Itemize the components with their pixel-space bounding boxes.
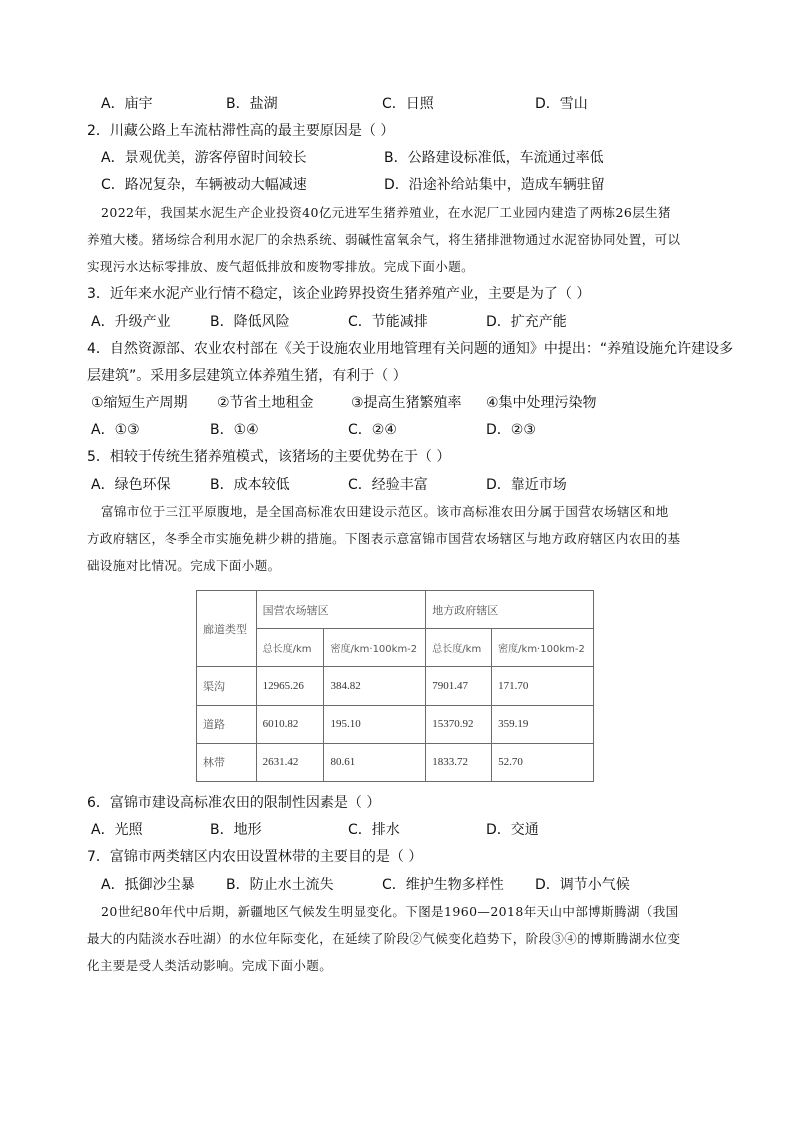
q6-option-b[interactable]: B．地形 xyxy=(210,822,262,838)
table-col-density: 密度/km·100km-2 xyxy=(324,629,426,667)
table-cell: 171.70 xyxy=(492,667,594,705)
table-row xyxy=(197,667,594,705)
table-cell: 195.10 xyxy=(324,705,426,743)
q5-option-a[interactable]: A．绿色环保 xyxy=(91,477,171,493)
q1-option-d[interactable]: D．雪山 xyxy=(535,96,588,112)
passage3-line-1: 20世纪80年代中后期，新疆地区气候发生明显变化。下图是1960—2018年天山中部博斯腾湖（我国 xyxy=(101,904,679,919)
q4-option-b[interactable]: B．①④ xyxy=(210,422,259,438)
table-cell: 渠沟 xyxy=(197,667,257,705)
table-row xyxy=(197,743,594,781)
table-cell: 1833.72 xyxy=(426,743,492,781)
q4-item-2: ②节省土地租金 xyxy=(217,395,314,411)
table-cell: 6010.82 xyxy=(256,705,324,743)
q6-option-c[interactable]: C．排水 xyxy=(348,822,400,838)
q4-option-a[interactable]: A．①③ xyxy=(91,422,140,438)
table-group-state-farm: 国营农场辖区 xyxy=(256,591,426,629)
q2-stem: 2．川藏公路上车流枯滞性高的最主要原因是（ ） xyxy=(87,123,395,139)
table-cell: 道路 xyxy=(197,705,257,743)
passage2-line-3: 础设施对比情况。完成下面小题。 xyxy=(87,558,281,573)
q7-option-b[interactable]: B．防止水土流失 xyxy=(226,877,334,893)
table-cell: 7901.47 xyxy=(426,667,492,705)
table-corner-cell: 廊道类型 xyxy=(197,591,257,667)
table-cell: 15370.92 xyxy=(426,705,492,743)
q5-option-c[interactable]: C．经验丰富 xyxy=(348,477,428,493)
passage1-line-1: 2022年，我国某水泥生产企业投资40亿元进军生猪养殖业，在水泥厂工业园内建造了两栋26层生猪 xyxy=(101,205,671,220)
q2-option-c[interactable]: C．路况复杂，车辆被动大幅减速 xyxy=(101,177,307,193)
q3-option-a[interactable]: A．升级产业 xyxy=(91,314,171,330)
table-cell: 359.19 xyxy=(492,705,594,743)
table-cell: 384.82 xyxy=(324,667,426,705)
q3-option-d[interactable]: D．扩充产能 xyxy=(486,314,567,330)
table-cell: 52.70 xyxy=(492,743,594,781)
q4-item-3: ③提高生猪繁殖率 xyxy=(351,395,462,411)
passage2-line-2: 方政府辖区，冬季全市实施免耕少耕的措施。下图表示意富锦市国营农场辖区与地方政府辖区内农田的基 xyxy=(87,531,681,546)
q6-stem: 6．富锦市建设高标准农田的限制性因素是（ ） xyxy=(87,795,381,811)
q4-stem-line-2: 层建筑”。采用多层建筑立体养殖生猪，有利于（ ） xyxy=(87,368,407,384)
passage3-line-3: 化主要是受人类活动影响。完成下面小题。 xyxy=(87,958,333,973)
q3-option-b[interactable]: B．降低风险 xyxy=(210,314,290,330)
q5-option-d[interactable]: D．靠近市场 xyxy=(486,477,567,493)
q3-stem: 3．近年来水泥产业行情不稳定，该企业跨界投资生猪养殖产业，主要是为了（ ） xyxy=(87,286,591,302)
table-col-density: 密度/km·100km-2 xyxy=(492,629,594,667)
q7-option-c[interactable]: C．维护生物多样性 xyxy=(382,877,504,893)
table-cell: 2631.42 xyxy=(256,743,324,781)
table-col-length: 总长度/km xyxy=(256,629,324,667)
q1-option-b[interactable]: B．盐湖 xyxy=(226,96,278,112)
q6-option-d[interactable]: D．交通 xyxy=(486,822,539,838)
q4-item-4: ④集中处理污染物 xyxy=(486,395,597,411)
table-cell: 12965.26 xyxy=(256,667,324,705)
q4-stem-line-1: 4．自然资源部、农业农村部在《关于设施农业用地管理有关问题的通知》中提出：“养殖设施允许建设多 xyxy=(87,341,734,357)
q2-option-b[interactable]: B．公路建设标准低，车流通过率低 xyxy=(384,150,604,166)
table-group-local-gov: 地方政府辖区 xyxy=(426,591,594,629)
q6-option-a[interactable]: A．光照 xyxy=(91,822,143,838)
q7-option-a[interactable]: A．抵御沙尘暴 xyxy=(101,877,195,893)
q4-option-d[interactable]: D．②③ xyxy=(486,422,536,438)
q4-item-1: ①缩短生产周期 xyxy=(91,395,188,411)
q2-option-d[interactable]: D．沿途补给站集中，造成车辆驻留 xyxy=(384,177,605,193)
q1-option-c[interactable]: C．日照 xyxy=(382,96,434,112)
q7-stem: 7．富锦市两类辖区内农田设置林带的主要目的是（ ） xyxy=(87,849,423,865)
passage1-line-3: 实现污水达标零排放、废气超低排放和废物零排放。完成下面小题。 xyxy=(87,259,475,274)
table-cell: 林带 xyxy=(197,743,257,781)
q5-option-b[interactable]: B．成本较低 xyxy=(210,477,290,493)
q3-option-c[interactable]: C．节能减排 xyxy=(348,314,428,330)
q7-option-d[interactable]: D．调节小气候 xyxy=(535,877,630,893)
table-col-length: 总长度/km xyxy=(426,629,492,667)
q5-stem: 5．相较于传统生猪养殖模式，该猪场的主要优势在于（ ） xyxy=(87,449,451,465)
q2-option-a[interactable]: A．景观优美，游客停留时间较长 xyxy=(101,150,307,166)
q4-option-c[interactable]: C．②④ xyxy=(348,422,397,438)
table-row xyxy=(197,705,594,743)
table-cell: 80.61 xyxy=(324,743,426,781)
passage2-line-1: 富锦市位于三江平原腹地，是全国高标准农田建设示范区。该市高标准农田分属于国营农场辖区和地 xyxy=(101,504,669,519)
passage1-line-2: 养殖大楼。猪场综合利用水泥厂的余热系统、弱碱性富氧余气，将生猪排泄物通过水泥窑协同处置，可以 xyxy=(87,232,681,247)
passage3-line-2: 最大的内陆淡水吞吐湖）的水位年际变化，在延续了阶段②气候变化趋势下，阶段③④的博斯腾湖水位变 xyxy=(87,931,681,946)
infrastructure-table xyxy=(196,590,594,782)
q1-option-a[interactable]: A．庙宇 xyxy=(101,96,153,112)
